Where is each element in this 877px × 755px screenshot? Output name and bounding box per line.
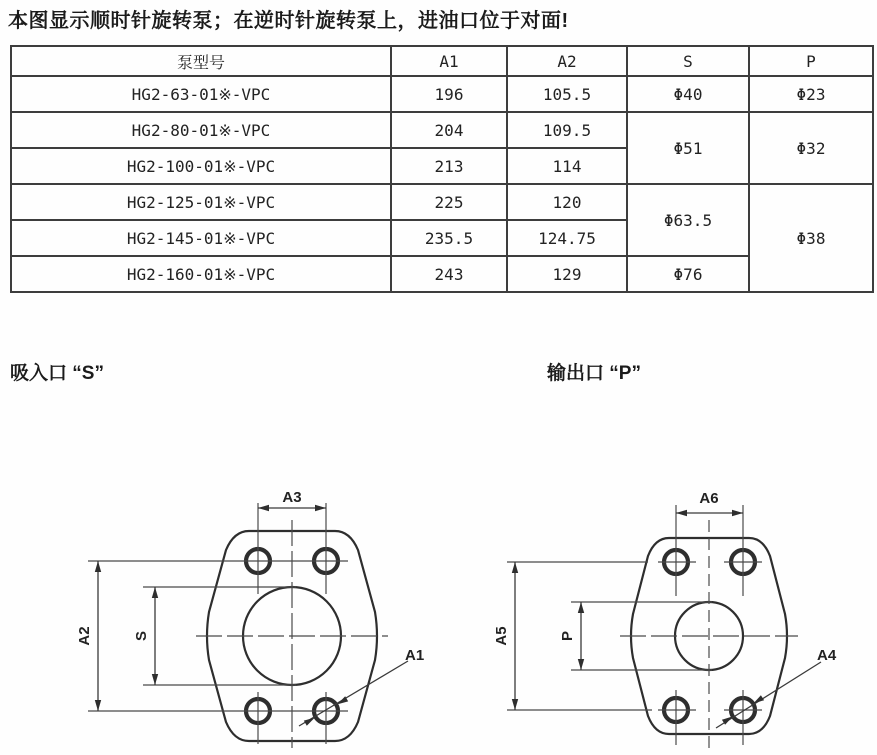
- dim-a3: [258, 489, 326, 511]
- cell-a1: 243: [391, 256, 507, 292]
- cell-model: HG2-63-01※-VPC: [11, 76, 391, 112]
- cell-model: HG2-80-01※-VPC: [11, 112, 391, 148]
- cell-a1: 196: [391, 76, 507, 112]
- dim-a6: [676, 490, 743, 516]
- cell-a2: 129: [507, 256, 627, 292]
- dim-a2: [76, 561, 101, 711]
- output-port-label: 输出口 “P”: [547, 363, 641, 384]
- table-row: [11, 112, 873, 148]
- header-row: [11, 46, 873, 76]
- col-header-a1: A1: [391, 46, 507, 76]
- leader-a1: [299, 647, 424, 726]
- dim-a5: [493, 562, 518, 710]
- cell-a1: 235.5: [391, 220, 507, 256]
- cell-model: HG2-125-01※-VPC: [11, 184, 391, 220]
- cell-a1: 225: [391, 184, 507, 220]
- cell-a2: 114: [507, 148, 627, 184]
- cell-s: Φ76: [627, 256, 749, 292]
- col-header-p: P: [749, 46, 873, 76]
- table-row: [11, 76, 873, 112]
- cell-a2: 105.5: [507, 76, 627, 112]
- cell-model: HG2-100-01※-VPC: [11, 148, 391, 184]
- cell-model: HG2-145-01※-VPC: [11, 220, 391, 256]
- dim-p-label: P: [559, 630, 576, 642]
- cell-a2: 124.75: [507, 220, 627, 256]
- suction-flange-drawing: [60, 468, 460, 755]
- cell-a2: 109.5: [507, 112, 627, 148]
- table-row: [11, 184, 873, 220]
- dim-a4-label: A4: [817, 647, 837, 664]
- pump-spec-table: [10, 45, 874, 293]
- dim-a2-label: A2: [76, 626, 93, 646]
- cell-a2: 120: [507, 184, 627, 220]
- rotation-note: 本图显示顺时针旋转泵；在逆时针旋转泵上，进油口位于对面!: [8, 10, 569, 32]
- col-header-a2: A2: [507, 46, 627, 76]
- cell-p-merged: Φ32: [749, 112, 873, 184]
- dim-a6-label: A6: [699, 490, 719, 507]
- col-header-model: 泵型号: [11, 46, 391, 76]
- cell-s-merged: Φ63.5: [627, 184, 749, 256]
- dim-a1-label: A1: [405, 647, 425, 664]
- cell-s-merged: Φ51: [627, 112, 749, 184]
- cell-a1: 204: [391, 112, 507, 148]
- cell-p: Φ23: [749, 76, 873, 112]
- center-lines: [88, 503, 388, 748]
- output-flange-drawing: [465, 468, 877, 755]
- dim-a3-label: A3: [282, 489, 302, 506]
- col-header-s: S: [627, 46, 749, 76]
- suction-port-label: 吸入口 “S”: [10, 363, 104, 384]
- cell-a1: 213: [391, 148, 507, 184]
- cell-model: HG2-160-01※-VPC: [11, 256, 391, 292]
- cell-s: Φ40: [627, 76, 749, 112]
- table-row: [11, 256, 873, 292]
- dim-s-label: S: [133, 630, 150, 642]
- dim-a5-label: A5: [493, 626, 510, 646]
- cell-p-merged: Φ38: [749, 184, 873, 292]
